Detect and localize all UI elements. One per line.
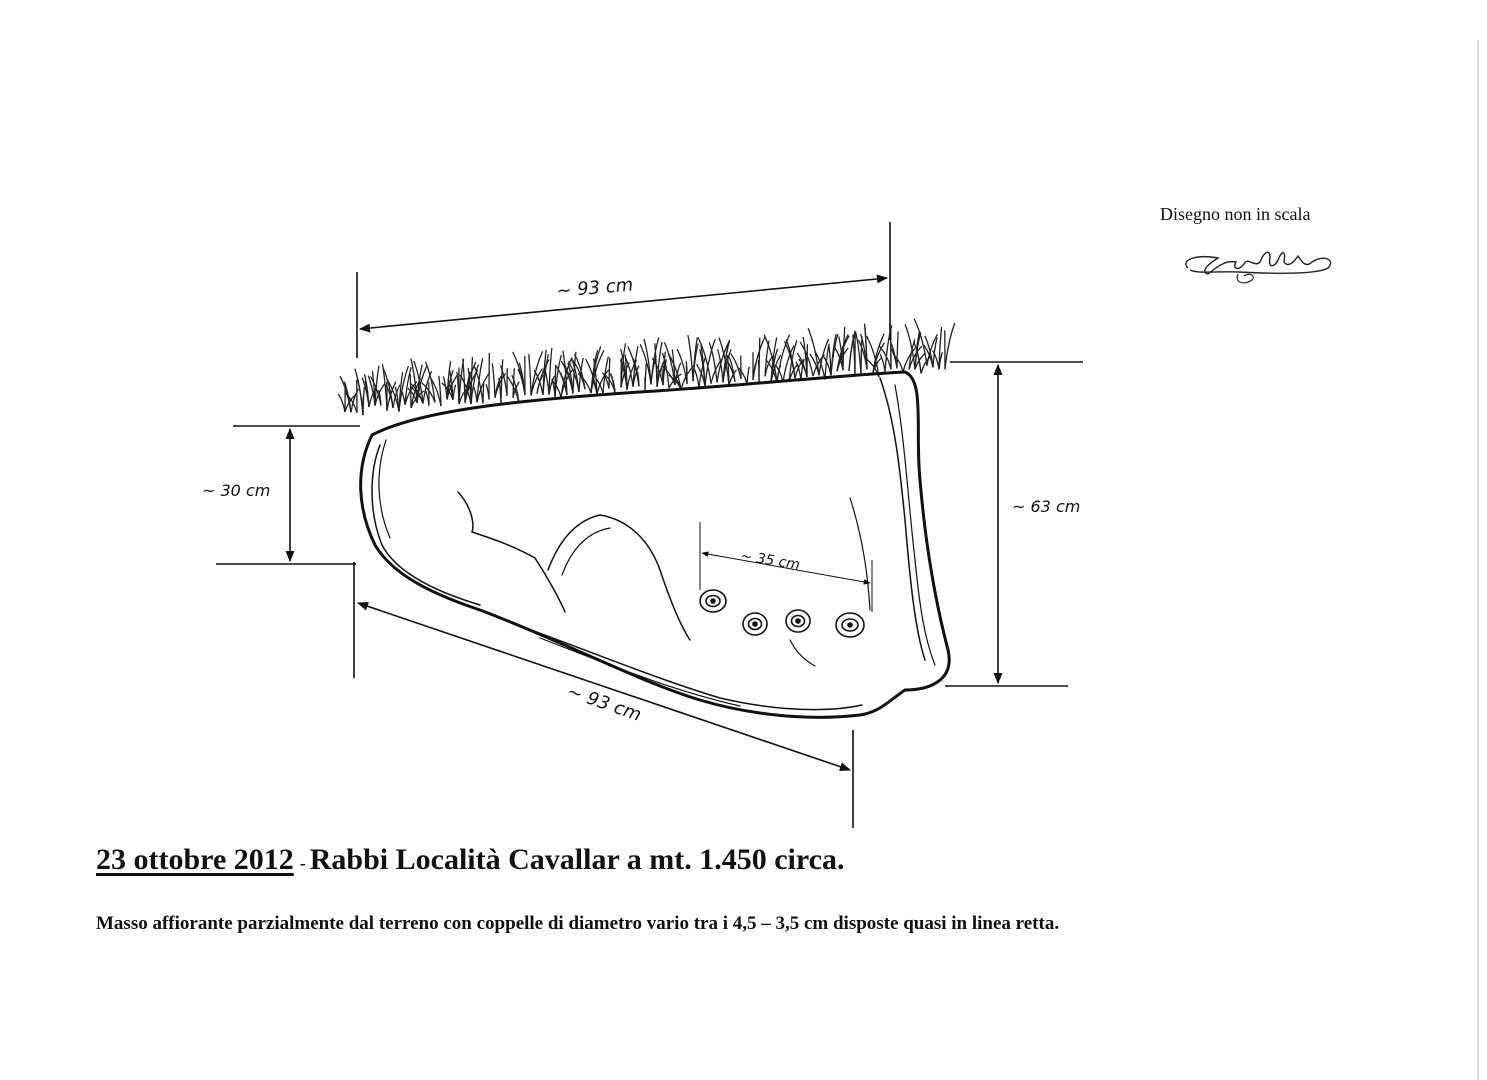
grass-blade	[338, 394, 345, 412]
cup-mark	[786, 610, 810, 632]
grass-blade	[401, 390, 405, 404]
grass-blade	[609, 358, 610, 389]
grass-blade	[483, 383, 484, 404]
caption-location: Rabbi Località Cavallar a mt. 1.450 circa.	[309, 843, 845, 876]
grass-blade	[861, 336, 862, 374]
grass-blade	[645, 363, 646, 392]
dimension-label-right: ~ 63 cm	[1012, 497, 1081, 516]
boulder	[361, 372, 950, 717]
signature	[1178, 238, 1338, 290]
grass-blade	[688, 335, 693, 381]
dimension-label-cups: ~ 35 cm	[739, 548, 801, 574]
grass-blade	[843, 327, 845, 370]
cup-mark	[700, 590, 726, 612]
grass-blade	[474, 386, 477, 402]
grass-blade	[529, 354, 531, 395]
grass-blade	[738, 368, 747, 384]
cup-mark	[836, 613, 864, 637]
grass-blade	[897, 331, 898, 368]
grass-blade	[747, 367, 749, 384]
description: Masso affiorante parzialmente dal terreno con coppelle di diametro vario tra i 4,5 – 3,5 cm disposte quasi in linea retta.	[96, 913, 1060, 934]
grass-blade	[492, 363, 495, 397]
caption-date: 23 ottobre 2012	[96, 843, 294, 876]
boulder-outline	[361, 372, 950, 717]
grass-blade	[555, 365, 556, 397]
grass-blade	[545, 369, 549, 394]
grass-blade	[638, 372, 639, 386]
dimension-label-left: ~ 30 cm	[202, 481, 271, 500]
caption-separator: -	[299, 853, 306, 873]
cup-marks	[700, 590, 864, 637]
grass	[338, 319, 955, 415]
caption	[96, 843, 844, 877]
cup-mark	[743, 613, 767, 635]
grass-blade	[694, 369, 699, 387]
grass-blade	[880, 354, 885, 371]
grass-blade	[856, 332, 861, 375]
dimension-label-bottom: ~ 93 cm	[564, 680, 644, 726]
dimension-lines	[216, 222, 1083, 828]
scale-note: Disegno non in scala	[1160, 204, 1311, 224]
dimension-line-bottom	[358, 603, 850, 770]
grass-blade	[357, 378, 363, 415]
dimension-label-top: ~ 93 cm	[555, 274, 635, 302]
